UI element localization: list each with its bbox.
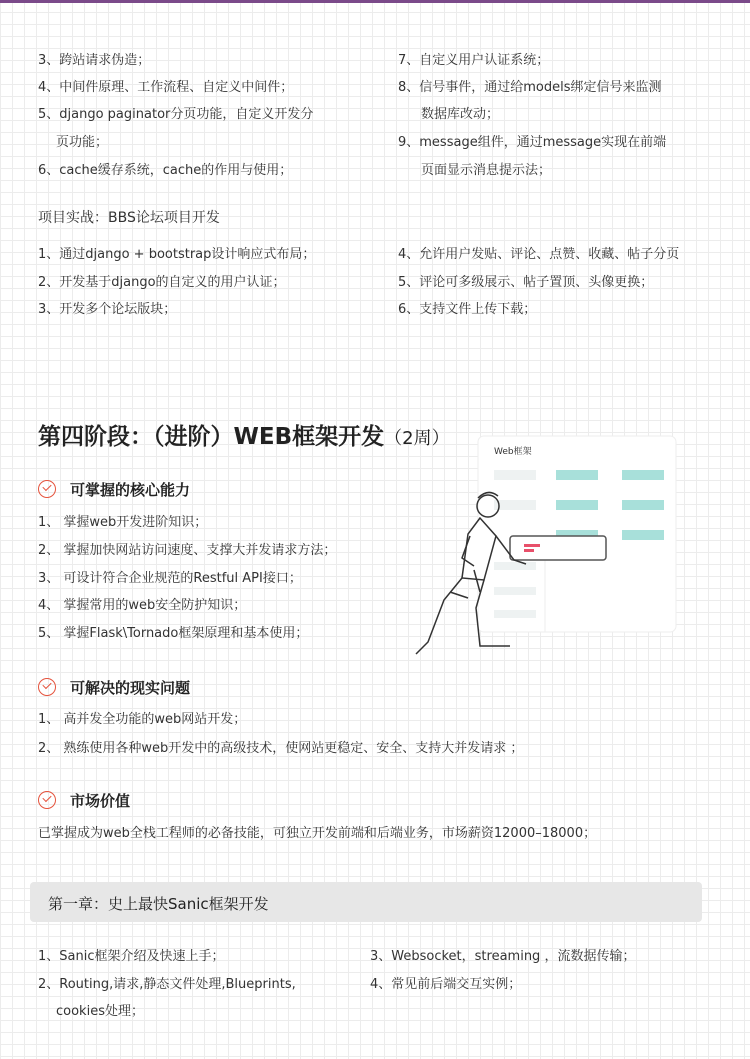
list-item: 6、支持文件上传下载； — [398, 302, 537, 317]
chapter-title: 第一章：史上最快Sanic框架开发 — [48, 895, 269, 913]
list-item: 5、 掌握Flask\Tornado框架原理和基本使用； — [38, 626, 309, 641]
list-item: 3、开发多个论坛版块； — [38, 302, 177, 317]
problems-section-header — [38, 676, 190, 698]
list-item: 8、信号事件，通过给models绑定信号来监测 — [398, 80, 662, 95]
list-item: 3、跨站请求伪造； — [38, 53, 151, 68]
list-item: 9、message组件，通过message实现在前端 — [398, 135, 667, 150]
list-item: 数据库改动； — [421, 107, 500, 122]
list-item: 2、 掌握加快网站访问速度、支撑大并发请求方法； — [38, 543, 337, 558]
illustration-label: Web框架 — [494, 447, 532, 457]
list-item: 2、开发基于django的自定义的用户认证； — [38, 275, 286, 290]
list-item: 4、中间件原理、工作流程、自定义中间件； — [38, 80, 294, 95]
list-item: 2、Routing,请求,静态文件处理,Blueprints, — [38, 977, 296, 992]
check-circle-icon — [38, 480, 56, 498]
core-section-header — [38, 478, 190, 500]
list-item: 1、Sanic框架介绍及快速上手； — [38, 949, 225, 964]
list-item: 1、通过django + bootstrap设计响应式布局； — [38, 247, 316, 262]
section-title: 可掌握的核心能力 — [70, 480, 191, 499]
project-title: 项目实战：BBS论坛项目开发 — [38, 210, 220, 226]
list-item: 1、 高并发全功能的web网站开发； — [38, 712, 247, 727]
list-item: 页功能； — [56, 135, 109, 150]
check-circle-icon — [38, 791, 56, 809]
list-item: 2、 熟练使用各种web开发中的高级技术，使网站更稳定、安全、支持大并发请求 ； — [38, 741, 524, 756]
stage-title-text: 第四阶段：（进阶）WEB框架开发 — [38, 424, 385, 450]
stage-weeks: （2周） — [384, 428, 450, 449]
check-circle-icon — [38, 678, 56, 696]
list-item: 4、允许用户发贴、评论、点赞、收藏、帖子分页 — [398, 247, 680, 262]
top-border — [0, 0, 750, 3]
section-title: 市场价值 — [70, 791, 131, 810]
market-text: 已掌握成为web全栈工程师的必备技能，可独立开发前端和后端业务，市场薪资12000–18000； — [38, 826, 597, 841]
web-framework-illustration — [410, 432, 680, 662]
list-item: cookies处理； — [56, 1004, 144, 1019]
section-title: 可解决的现实问题 — [70, 678, 191, 697]
list-item: 3、Websocket，streaming ，流数据传输； — [370, 949, 636, 964]
list-item: 页面显示消息提示法； — [421, 163, 552, 178]
chapter-banner — [30, 882, 702, 922]
list-item: 3、 可设计符合企业规范的Restful API接口； — [38, 571, 302, 586]
list-item: 7、自定义用户认证系统； — [398, 53, 550, 68]
list-item: 5、django paginator分页功能，自定义开发分 — [38, 107, 314, 122]
market-section-header — [38, 789, 130, 811]
list-item: 4、 掌握常用的web安全防护知识； — [38, 598, 247, 613]
stage-title — [38, 418, 450, 451]
list-item: 6、cache缓存系统，cache的作用与使用； — [38, 163, 293, 178]
list-item: 4、常见前后端交互实例； — [370, 977, 522, 992]
list-item: 1、 掌握web开发进阶知识； — [38, 515, 208, 530]
list-item: 5、评论可多级展示、帖子置顶、头像更换； — [398, 275, 654, 290]
